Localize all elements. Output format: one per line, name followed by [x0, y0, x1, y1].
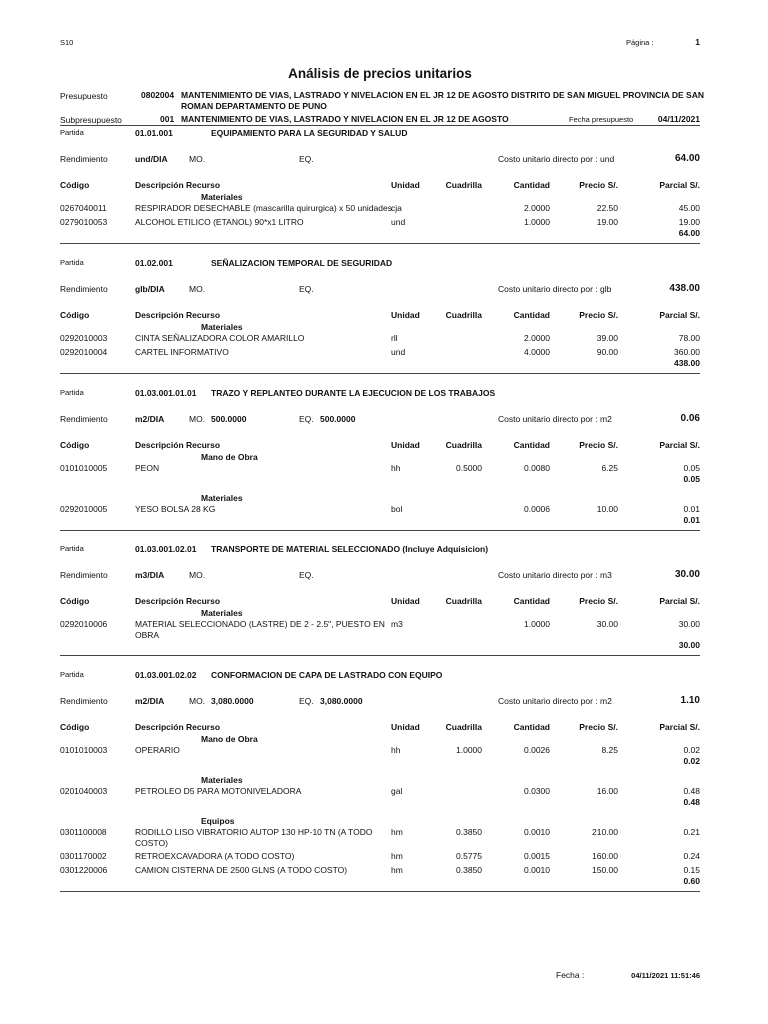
col-codigo: Código: [60, 596, 90, 606]
col-cuadrilla: Cuadrilla: [445, 596, 482, 606]
col-unidad: Unidad: [391, 596, 420, 606]
rendimiento-label: Rendimiento: [60, 570, 108, 580]
partida-divider: [60, 530, 700, 531]
eq-label: EQ.: [299, 414, 314, 424]
resource-desc: OPERARIO: [135, 745, 180, 755]
rendimiento-unit: und/DIA: [135, 154, 168, 164]
resource-code: 0292010006: [60, 619, 108, 629]
resource-precio: 10.00: [596, 504, 618, 514]
resource-cuadrilla: 1.0000: [456, 745, 482, 755]
col-precio: Precio S/.: [579, 180, 618, 190]
resource-unit: und: [391, 217, 406, 227]
resource-code: 0292010004: [60, 347, 108, 357]
costo-label: Costo unitario directo por : m3: [498, 570, 612, 580]
rendimiento-label: Rendimiento: [60, 414, 108, 424]
resource-code: 0301100008: [60, 827, 107, 837]
group-heading: Materiales: [201, 608, 243, 618]
resource-desc: ALCOHOL ETILICO (ETANOL) 90*x1 LITRO: [135, 217, 304, 227]
col-cuadrilla: Cuadrilla: [445, 180, 482, 190]
resource-cuadrilla: 0.3850: [456, 827, 482, 837]
resource-unit: hm: [391, 865, 403, 875]
col-cantidad: Cantidad: [513, 722, 550, 732]
presupuesto-label: Presupuesto: [60, 91, 108, 101]
resource-code: 0279010053: [60, 217, 108, 227]
col-codigo: Código: [60, 310, 90, 320]
presupuesto-name-cont: ROMAN DEPARTAMENTO DE PUNO: [181, 101, 327, 111]
partida-code: 01.03.001.01.01: [135, 388, 197, 398]
col-cuadrilla: Cuadrilla: [445, 310, 482, 320]
group-heading: Materiales: [201, 775, 243, 785]
group-heading: Materiales: [201, 493, 243, 503]
fecha-presupuesto: 04/11/2021: [657, 114, 700, 124]
resource-unit: bol: [391, 504, 403, 514]
resource-unit: hh: [391, 745, 401, 755]
group-heading: Materiales: [201, 192, 243, 202]
group-subtotal: 0.02: [683, 756, 700, 766]
col-precio: Precio S/.: [579, 596, 618, 606]
col-cuadrilla: Cuadrilla: [445, 440, 482, 450]
col-descripcion: Descripción Recurso: [135, 722, 221, 732]
resource-cantidad: 0.0006: [524, 504, 550, 514]
partida-code: 01.01.001: [135, 128, 173, 138]
costo-unitario: 30.00: [674, 569, 700, 580]
resource-precio: 22.50: [596, 203, 618, 213]
col-descripcion: Descripción Recurso: [135, 310, 221, 320]
eq-label: EQ.: [299, 570, 314, 580]
resource-parcial: 0.01: [683, 504, 700, 514]
costo-unitario: 1.10: [680, 695, 700, 706]
resource-desc: CAMION CISTERNA DE 2500 GLNS (A TODO COSTO): [135, 865, 348, 875]
resource-precio: 150.00: [592, 865, 618, 875]
resource-desc: CARTEL INFORMATIVO: [135, 347, 229, 357]
costo-label: Costo unitario directo por : und: [498, 154, 615, 164]
partida-divider: [60, 655, 700, 656]
resource-cantidad: 0.0010: [524, 827, 550, 837]
resource-cantidad: 0.0015: [524, 851, 550, 861]
col-cantidad: Cantidad: [513, 180, 550, 190]
partida-divider: [60, 373, 700, 374]
col-cantidad: Cantidad: [513, 596, 550, 606]
mo-label: MO.: [189, 696, 206, 706]
group-heading: Materiales: [201, 322, 243, 332]
col-unidad: Unidad: [391, 440, 420, 450]
costo-label: Costo unitario directo por : m2: [498, 414, 612, 424]
group-subtotal: 64.00: [678, 228, 700, 238]
resource-unit: hm: [391, 827, 403, 837]
resource-precio: 160.00: [592, 851, 618, 861]
resource-unit: hm: [391, 851, 403, 861]
resource-precio: 8.25: [601, 745, 618, 755]
resource-desc-cont: OBRA: [135, 630, 160, 640]
resource-precio: 39.00: [596, 333, 618, 343]
resource-parcial: 78.00: [678, 333, 700, 343]
eq-value: 3,080.0000: [320, 696, 363, 706]
mo-label: MO.: [189, 414, 206, 424]
partida-label: Partida: [60, 670, 84, 679]
col-unidad: Unidad: [391, 722, 420, 732]
resource-cantidad: 2.0000: [524, 333, 550, 343]
resource-unit: m3: [391, 619, 403, 629]
resource-code: 0301220006: [60, 865, 108, 875]
resource-precio: 90.00: [596, 347, 618, 357]
resource-parcial: 45.00: [678, 203, 700, 213]
col-parcial: Parcial S/.: [659, 440, 700, 450]
mo-label: MO.: [189, 570, 206, 580]
group-subtotal: 0.48: [683, 797, 700, 807]
partida-code: 01.03.001.02.01: [135, 544, 197, 554]
resource-cantidad: 0.0300: [524, 786, 550, 796]
eq-label: EQ.: [299, 284, 314, 294]
subpresupuesto-code: 001: [160, 114, 175, 124]
col-cuadrilla: Cuadrilla: [445, 722, 482, 732]
partida-name: TRAZO Y REPLANTEO DURANTE LA EJECUCION DE LOS TRABAJOS: [211, 388, 496, 398]
subpresupuesto-name: MANTENIMIENTO DE VIAS, LASTRADO Y NIVELACION EN EL JR 12 DE AGOSTO: [181, 114, 509, 124]
group-subtotal: 30.00: [678, 640, 700, 650]
resource-desc: PEON: [135, 463, 160, 473]
rendimiento-unit: glb/DIA: [135, 284, 165, 294]
col-precio: Precio S/.: [579, 440, 618, 450]
group-subtotal: 0.60: [683, 876, 700, 886]
resource-parcial: 360.00: [674, 347, 700, 357]
resource-cantidad: 0.0010: [524, 865, 550, 875]
resource-unit: und: [391, 347, 406, 357]
rendimiento-unit: m3/DIA: [135, 570, 165, 580]
costo-label: Costo unitario directo por : m2: [498, 696, 612, 706]
resource-cantidad: 2.0000: [524, 203, 550, 213]
eq-label: EQ.: [299, 154, 314, 164]
resource-code: 0101010005: [60, 463, 108, 473]
resource-parcial: 0.48: [683, 786, 700, 796]
resource-precio: 30.00: [596, 619, 618, 629]
partida-name: SEÑALIZACION TEMPORAL DE SEGURIDAD: [211, 258, 393, 268]
resource-cantidad: 4.0000: [524, 347, 550, 357]
resource-unit: hh: [391, 463, 401, 473]
group-subtotal: 0.01: [683, 515, 700, 525]
resource-desc: CINTA SEÑALIZADORA COLOR AMARILLO: [135, 333, 305, 343]
resource-code: 0101010003: [60, 745, 108, 755]
resource-cantidad: 0.0080: [524, 463, 550, 473]
partida-divider: [60, 243, 700, 244]
resource-parcial: 0.24: [683, 851, 700, 861]
resource-code: 0292010005: [60, 504, 108, 514]
costo-unitario: 0.06: [680, 413, 700, 424]
col-parcial: Parcial S/.: [659, 180, 700, 190]
col-parcial: Parcial S/.: [659, 310, 700, 320]
resource-cantidad: 1.0000: [524, 619, 550, 629]
resource-cantidad: 1.0000: [524, 217, 550, 227]
presupuesto-name: MANTENIMIENTO DE VIAS, LASTRADO Y NIVELACION EN EL JR 12 DE AGOSTO DISTRITO DE SAN MIGUEL PROVINCIA DE SAN: [181, 90, 704, 100]
resource-parcial: 0.02: [683, 745, 700, 755]
resource-desc: YESO BOLSA 28 KG: [135, 504, 216, 514]
col-descripcion: Descripción Recurso: [135, 596, 221, 606]
partida-label: Partida: [60, 128, 84, 137]
partida-code: 01.02.001: [135, 258, 173, 268]
mo-label: MO.: [189, 284, 206, 294]
resource-parcial: 0.21: [683, 827, 700, 837]
presupuesto-code: 0802004: [141, 90, 175, 100]
costo-label: Costo unitario directo por : glb: [498, 284, 612, 294]
resource-unit: rll: [391, 333, 398, 343]
resource-code: 0267040011: [60, 203, 107, 213]
resource-parcial: 19.00: [678, 217, 700, 227]
rendimiento-label: Rendimiento: [60, 154, 108, 164]
partida-name: CONFORMACION DE CAPA DE LASTRADO CON EQUIPO: [211, 670, 443, 680]
resource-desc-cont: COSTO): [135, 838, 168, 848]
partida-name: TRANSPORTE DE MATERIAL SELECCIONADO (Incluye Adquisicion): [211, 544, 489, 554]
col-descripcion: Descripción Recurso: [135, 440, 221, 450]
footer-fecha-label: Fecha :: [556, 970, 585, 980]
footer-fecha-value: 04/11/2021 11:51:46: [631, 971, 700, 980]
costo-unitario: 438.00: [669, 283, 700, 294]
resource-cuadrilla: 0.5000: [456, 463, 482, 473]
resource-desc: RESPIRADOR DESECHABLE (mascarilla quirurgica) x 50 unidades: [135, 203, 392, 213]
resource-precio: 6.25: [601, 463, 618, 473]
partida-name: EQUIPAMIENTO PARA LA SEGURIDAD Y SALUD: [211, 128, 408, 138]
col-precio: Precio S/.: [579, 310, 618, 320]
partida-code: 01.03.001.02.02: [135, 670, 197, 680]
col-precio: Precio S/.: [579, 722, 618, 732]
costo-unitario: 64.00: [674, 153, 700, 164]
col-cantidad: Cantidad: [513, 310, 550, 320]
col-descripcion: Descripción Recurso: [135, 180, 221, 190]
resource-precio: 210.00: [592, 827, 618, 837]
resource-parcial: 0.05: [683, 463, 700, 473]
group-subtotal: 438.00: [674, 358, 700, 368]
partida-divider: [60, 891, 700, 892]
partida-label: Partida: [60, 544, 84, 553]
header-divider: [60, 125, 700, 126]
resource-parcial: 0.15: [683, 865, 700, 875]
rendimiento-unit: m2/DIA: [135, 696, 165, 706]
resource-code: 0301170002: [60, 851, 107, 861]
col-parcial: Parcial S/.: [659, 722, 700, 732]
rendimiento-label: Rendimiento: [60, 284, 108, 294]
page-number: 1: [695, 37, 700, 47]
rendimiento-label: Rendimiento: [60, 696, 108, 706]
page-title: Análisis de precios unitarios: [288, 66, 472, 81]
page-label: Página :: [626, 38, 654, 47]
subpresupuesto-label: Subpresupuesto: [60, 115, 122, 125]
resource-desc: RETROEXCAVADORA (A TODO COSTO): [135, 851, 295, 861]
mo-label: MO.: [189, 154, 206, 164]
col-cantidad: Cantidad: [513, 440, 550, 450]
resource-desc: MATERIAL SELECCIONADO (LASTRE) DE 2 - 2.5", PUESTO EN: [135, 619, 385, 629]
col-parcial: Parcial S/.: [659, 596, 700, 606]
group-heading: Equipos: [201, 816, 235, 826]
resource-unit: gal: [391, 786, 403, 796]
resource-cuadrilla: 0.5775: [456, 851, 482, 861]
col-unidad: Unidad: [391, 180, 420, 190]
partida-label: Partida: [60, 388, 84, 397]
report-code: S10: [60, 38, 74, 47]
fecha-presupuesto-label: Fecha presupuesto: [569, 115, 634, 124]
group-subtotal: 0.05: [683, 474, 700, 484]
group-heading: Mano de Obra: [201, 734, 258, 744]
resource-cuadrilla: 0.3850: [456, 865, 482, 875]
resource-desc: RODILLO LISO VIBRATORIO AUTOP 130 HP-10 TN (A TODO: [135, 827, 373, 837]
resource-precio: 19.00: [596, 217, 618, 227]
mo-value: 500.0000: [211, 414, 247, 424]
resource-unit: cja: [391, 203, 402, 213]
col-codigo: Código: [60, 180, 90, 190]
group-heading: Mano de Obra: [201, 452, 258, 462]
resource-code: 0292010003: [60, 333, 108, 343]
resource-code: 0201040003: [60, 786, 108, 796]
resource-desc: PETROLEO D5 PARA MOTONIVELADORA: [135, 786, 302, 796]
partida-label: Partida: [60, 258, 84, 267]
eq-value: 500.0000: [320, 414, 356, 424]
rendimiento-unit: m2/DIA: [135, 414, 165, 424]
resource-cantidad: 0.0026: [524, 745, 550, 755]
resource-parcial: 30.00: [678, 619, 700, 629]
mo-value: 3,080.0000: [211, 696, 254, 706]
col-codigo: Código: [60, 722, 90, 732]
resource-precio: 16.00: [596, 786, 618, 796]
col-codigo: Código: [60, 440, 90, 450]
eq-label: EQ.: [299, 696, 314, 706]
col-unidad: Unidad: [391, 310, 420, 320]
